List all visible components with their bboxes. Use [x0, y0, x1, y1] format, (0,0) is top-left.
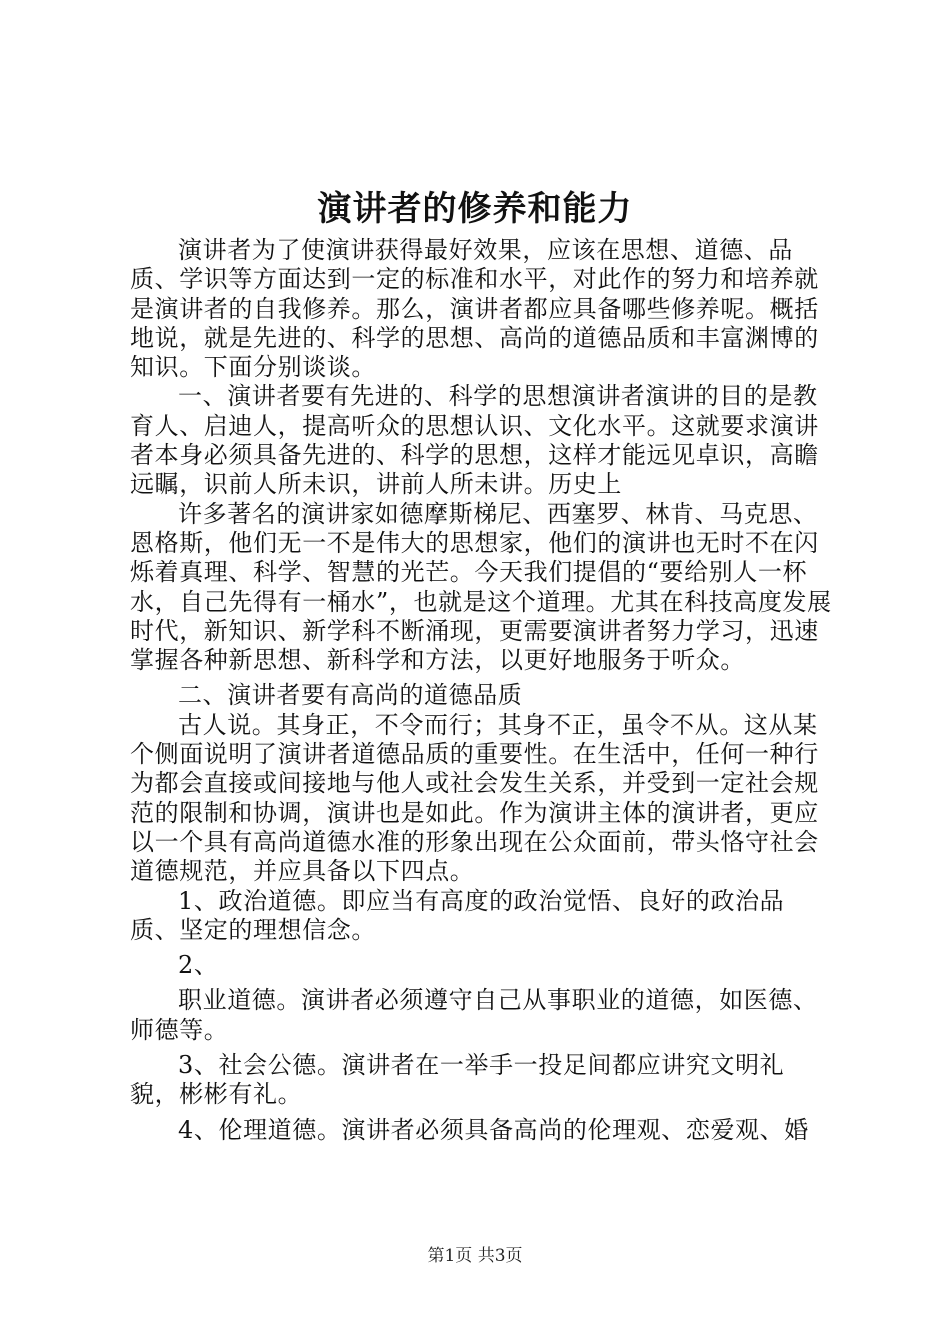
- list-item: 3、社会公德。演讲者在一举手一投足间都应讲究文明礼貌，彬彬有礼。: [130, 1051, 785, 1109]
- list-item-number: 2、: [178, 951, 219, 980]
- paragraph: 一、演讲者要有先进的、科学的思想演讲者演讲的目的是教育人、启迪人，提高听众的思想认识、文化水平。这就要求演讲者本身必须具备先进的、科学的思想，这样才能远见卓识，高瞻远瞩，识前人所未识，讲前人所未讲。历史上: [130, 382, 819, 499]
- paragraph: 古人说。其身正，不令而行；其身不正，虽令不从。这从某个侧面说明了演讲者道德品质的重要性。在生活中，任何一种行为都会直接或间接地与他人或社会发生关系，并受到一定社会规范的限制和协调，演讲也是如此。作为演讲主体的演讲者，更应以一个具有高尚道德水准的形象出现在公众面前，带头恪守社会道德规范，并应具备以下四点。: [130, 710, 819, 886]
- page-footer: 第1页 共3页: [427, 1246, 523, 1266]
- paragraph: 演讲者为了使演讲获得最好效果，应该在思想、道德、品质、学识等方面达到一定的标准和水平，对此作的努力和培养就是演讲者的自我修养。那么，演讲者都应具备哪些修养呢。概括地说，就是先进的、科学的思想、高尚的道德品质和丰富渊博的知识。下面分别谈谈。: [130, 236, 819, 382]
- document-body: [130, 236, 832, 1145]
- paragraph: 许多著名的演讲家如德摩斯梯尼、西塞罗、林肯、马克思、恩格斯，他们无一不是伟大的思想家，他们的演讲也无时不在闪烁着真理、科学、智慧的光芒。今天我们提倡的“要给别人一杯水，自己先得有一桶水”，也就是这个道理。尤其在科技高度发展时代，新知识、新学科不断涌现，更需要演讲者努力学习，迅速掌握各种新思想、新科学和方法，以更好地服务于听众。: [130, 499, 832, 675]
- list-item: 职业道德。演讲者必须遵守自己从事职业的道德，如医德、师德等。: [130, 986, 818, 1044]
- list-item: 4、伦理道德。演讲者必须具备高尚的伦理观、恋爱观、婚: [178, 1115, 809, 1144]
- section-heading: 二、演讲者要有高尚的道德品质: [178, 681, 523, 710]
- list-item: 1、政治道德。即应当有高度的政治觉悟、良好的政治品质、坚定的理想信念。: [130, 886, 785, 944]
- document-title: 演讲者的修养和能力: [317, 189, 633, 229]
